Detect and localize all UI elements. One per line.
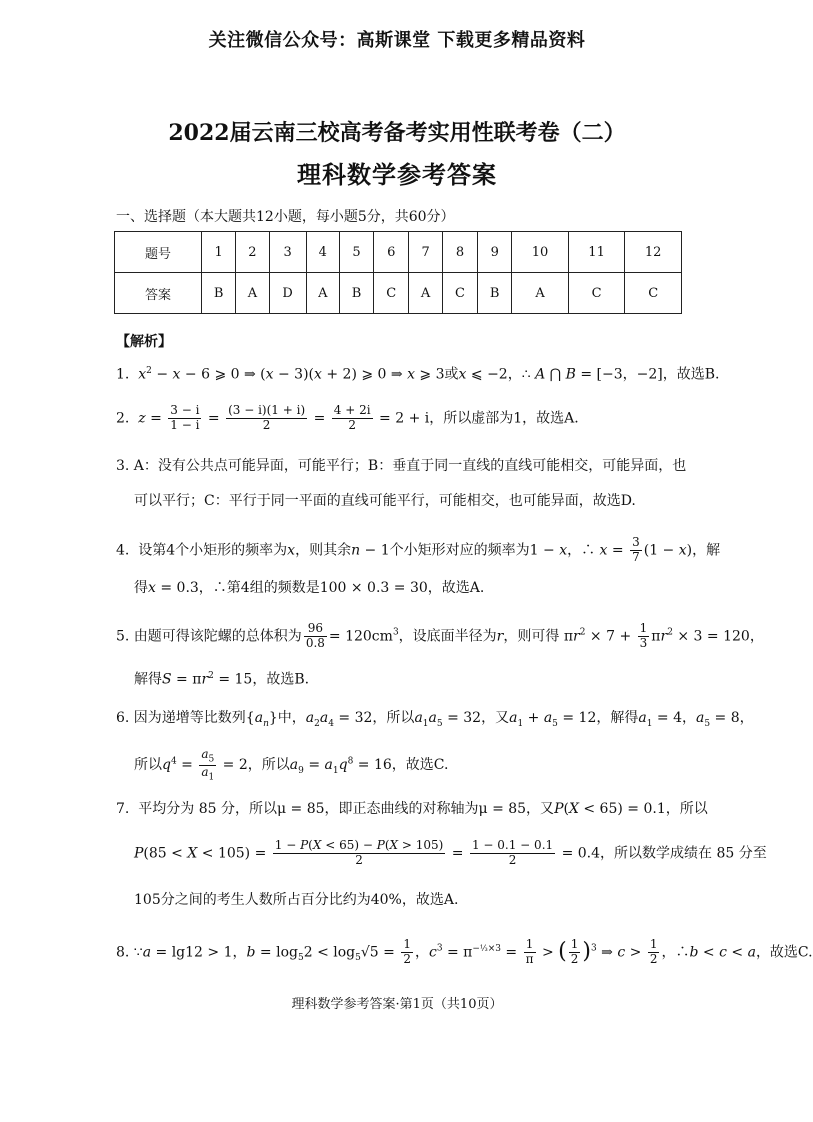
solution-7-line-2: P(85 < X < 105) = $\frac{1 - P(X < 65) - P(X > 105)}{2}$ = $\frac{1 - 0.1 - 0.1}{2}$ = 0.4，所以数学成绩在 85 分至: [134, 838, 767, 867]
promo-banner: 关注微信公众号：高斯课堂 下载更多精品资料: [208, 30, 586, 51]
answer-cell: C: [568, 273, 625, 314]
question-number: 12: [625, 232, 682, 273]
question-number: 10: [512, 232, 569, 273]
solution-5-line-2: 解得$S = \pi r^2 = 15$，故选B.: [134, 671, 310, 688]
question-number: 6: [374, 232, 409, 273]
page-footer: 理科数学参考答案·第1页（共10页）: [291, 997, 503, 1012]
question-number: 4: [306, 232, 340, 273]
answer-cell: B: [478, 273, 512, 314]
question-number: 9: [478, 232, 512, 273]
solution-4-line-1: 4. 设第4个小矩形的频率为x，则其余n − 1个小矩形对应的频率为1 − x，∴ x = $\frac{3}{7}$ (1 − x)，解: [116, 535, 721, 564]
solution-4-line-2: 得x = 0.3，∴第4组的频数是100 × 0.3 = 30，故选A.: [134, 580, 485, 596]
solution-2: 2. z = $\frac{3 - i}{1 - i}$ = $\frac{(3 - i)(1 + i)}{2}$ = $\frac{4 + 2i}{2}$ = 2 + i，所以虚部为1，故选A.: [116, 403, 579, 432]
solution-3-line-2: 可以平行；C：平行于同一平面的直线可能平行，可能相交，也可能异面，故选D.: [134, 493, 636, 509]
question-number: 3: [269, 232, 306, 273]
question-number: 7: [409, 232, 443, 273]
answer-cell: C: [625, 273, 682, 314]
answer-cell: A: [512, 273, 569, 314]
solution-7-line-1: 7. 平均分为 85 分，所以μ = 85，即正态曲线的对称轴为μ = 85，又P(X < 65) = 0.1，所以: [116, 801, 708, 817]
answer-cell: B: [340, 273, 374, 314]
solution-3-line-1: 3. A：没有公共点可能异面，可能平行；B：垂直于同一直线的直线可能相交，可能异面，也: [116, 458, 687, 474]
question-number: 2: [236, 232, 270, 273]
answer-cell: B: [202, 273, 236, 314]
page-subtitle: 理科数学参考答案: [297, 160, 497, 189]
section-heading: 一、选择题（本大题共12小题，每小题5分，共60分）: [116, 209, 455, 225]
header-label-cell: 题号: [115, 232, 202, 273]
solution-5-line-1: 5. 由题可得该陀螺的总体积为 $\frac{96}{0.8}$ = $120cm^3$，设底面半径为r，则可得 $\pi r^2 \times 7$ + $\frac{1}{3}$ $\pi r^2 \times 3 = 120$，: [116, 621, 764, 650]
question-number: 1: [202, 232, 236, 273]
question-number-row: [115, 232, 682, 273]
page-title: 2022届云南三校高考备考实用性联考卷（二）: [168, 120, 626, 146]
question-number: 8: [442, 232, 477, 273]
question-number: 11: [568, 232, 625, 273]
solution-7-line-3: 105分之间的考生人数所占百分比约为40%，故选A.: [134, 892, 459, 908]
answer-cell: C: [442, 273, 477, 314]
answer-table: [114, 231, 682, 314]
solution-8: 8. ∵a = lg12 > 1，$b = \log_52 < \log_5√5$ = $\frac{1}{2}$ ，$c^3 = \pi^{-\frac{1}{3}\times 3}$ = $\frac{1}{\pi}$ > ( $\frac{1}{2}$ )$^3$ ⇒ c > $\frac{1}{2}$ ，∴b < c < a，故选C.: [116, 937, 813, 966]
answer-cell: C: [374, 273, 409, 314]
question-number: 5: [340, 232, 374, 273]
answer-row: [115, 273, 682, 314]
answer-cell: D: [269, 273, 306, 314]
solution-6-line-1: 6. 因为递增等比数列$\{a_n\}$中，$a_2a_4 = 32$，所以$a_1a_5 = 32$，又$a_1 + a_5 = 12$，解得$a_1 = 4$，$a_5 = 8$，: [116, 710, 754, 729]
answer-cell: A: [409, 273, 443, 314]
solution-1: 1. $x^2 - x - 6$ ⩾ 0 ⇒ (x − 3)(x + 2) ⩾ 0 ⇒ x ⩾ 3或x ⩽ −2，∴ A ⋂ B = [−3，−2]，故选B.: [116, 366, 720, 383]
analysis-heading: 【解析】: [116, 334, 172, 350]
answer-label-cell: 答案: [115, 273, 202, 314]
solution-6-line-2: 所以$q^4$ = $\frac{a_5}{a_1}$ = 2，所以$a_9 = a_1q^8 = 16$，故选C.: [134, 747, 449, 783]
answer-cell: A: [306, 273, 340, 314]
answer-cell: A: [236, 273, 270, 314]
